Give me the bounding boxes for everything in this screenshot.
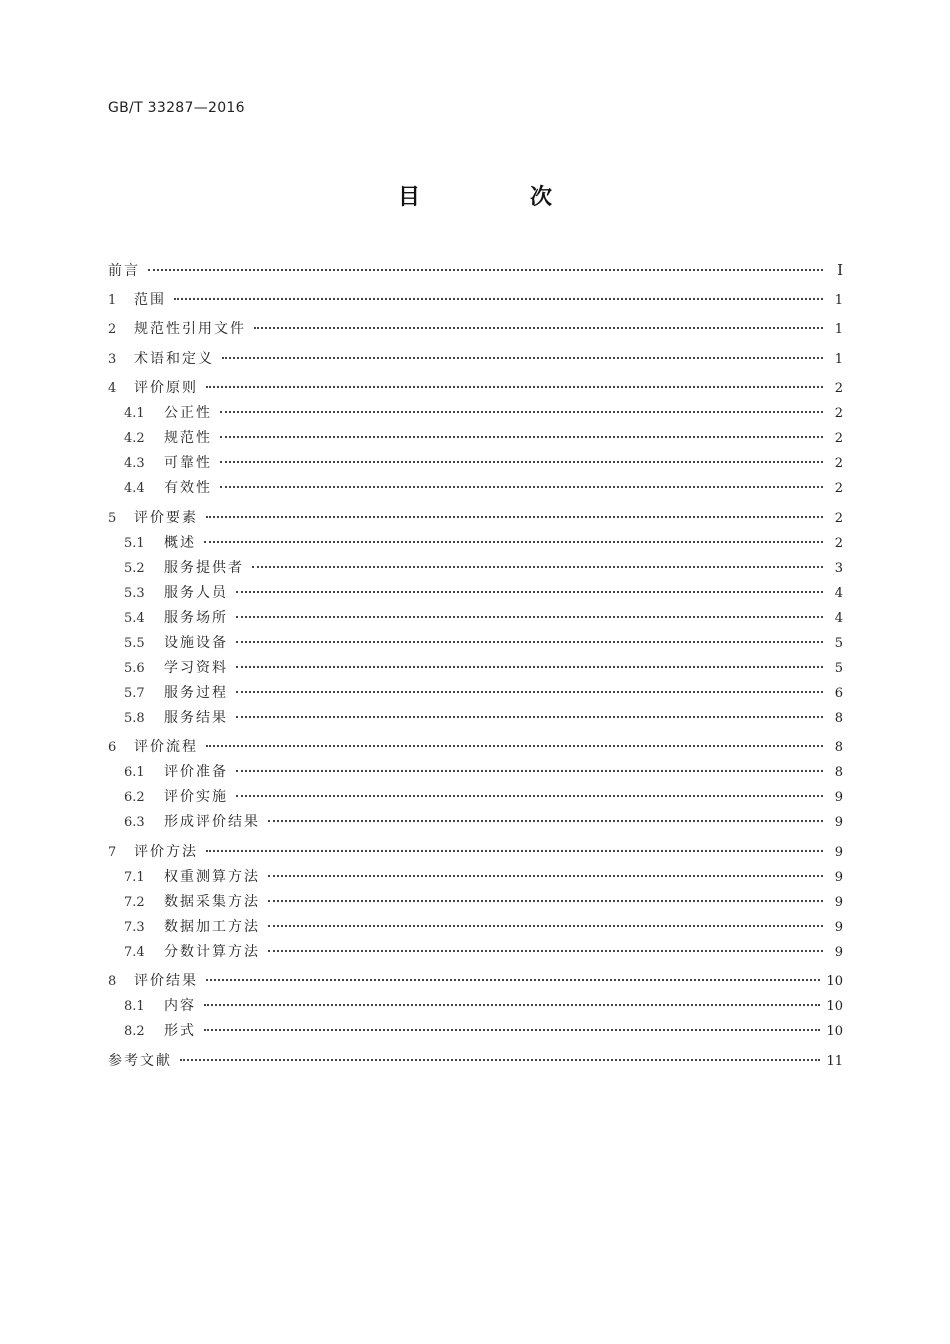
toc-entry-title: 权重测算方法 (164, 868, 260, 885)
toc-entry-title: 公正性 (164, 405, 212, 421)
toc-leader-dots (220, 436, 823, 438)
toc-entry-page: 2 (834, 481, 843, 496)
toc-leader-dots (268, 950, 823, 952)
toc-entry[interactable] (108, 451, 843, 476)
toc-entry[interactable] (108, 317, 843, 342)
toc-leader-dots (148, 269, 823, 271)
toc-entry[interactable] (108, 890, 843, 915)
toc-entry-number: 5.5 (124, 635, 145, 651)
toc-entry-title: 评价原则 (134, 380, 198, 396)
toc-entry-title: 范围 (134, 291, 166, 308)
toc-entry-number: 7.2 (124, 894, 145, 910)
toc-entry[interactable] (108, 606, 843, 631)
toc-entry[interactable] (108, 556, 843, 581)
toc-leader-dots (204, 1004, 820, 1006)
toc-entry[interactable] (108, 531, 843, 556)
toc-entry-page: 10 (826, 999, 843, 1014)
toc-entry-page: 3 (834, 560, 843, 576)
toc-entry-page: Ⅰ (837, 261, 843, 279)
toc-entry-page: 2 (834, 456, 843, 471)
toc-entry-page: 8 (834, 765, 843, 780)
toc-leader-dots (268, 925, 823, 927)
toc-entry[interactable] (108, 940, 843, 965)
toc-entry-number: 5.1 (124, 535, 145, 551)
toc-entry-title: 评价要素 (134, 509, 198, 526)
toc-entry[interactable] (108, 865, 843, 890)
toc-entry-title: 服务场所 (164, 609, 228, 626)
toc-entry-page: 4 (834, 585, 843, 601)
toc-entry-number: 6.1 (124, 765, 145, 780)
toc-entry-number: 6.2 (124, 790, 145, 805)
toc-entry-title: 服务过程 (164, 684, 228, 701)
toc-leader-dots (236, 770, 823, 772)
toc-leader-dots (204, 541, 823, 543)
toc-entry-page: 9 (834, 919, 843, 935)
toc-entry-page: 9 (834, 844, 843, 860)
toc-entry[interactable] (108, 376, 843, 401)
toc-entry-title: 评价方法 (134, 843, 198, 860)
toc-entry-page: 2 (834, 510, 843, 526)
toc-entry-page: 9 (834, 790, 843, 805)
toc-entry-page: 4 (834, 610, 843, 626)
toc-entry[interactable] (108, 288, 843, 313)
toc-entry[interactable] (108, 476, 843, 501)
toc-entry-number: 5.8 (124, 710, 145, 726)
toc-entry-page: 2 (834, 406, 843, 421)
toc-entry-title: 术语和定义 (134, 350, 214, 367)
table-of-contents (108, 258, 843, 1074)
toc-entry-title: 服务提供者 (164, 559, 244, 576)
toc-entry-title: 概述 (164, 534, 196, 551)
toc-entry-number: 6 (108, 740, 117, 755)
toc-entry-page: 8 (834, 710, 843, 726)
toc-entry-number: 8.1 (124, 999, 145, 1014)
toc-entry-title: 数据加工方法 (164, 918, 260, 935)
toc-entry[interactable] (108, 401, 843, 426)
toc-entry-page: 5 (834, 635, 843, 651)
toc-entry-page: 9 (834, 869, 843, 885)
toc-entry-number: 5.3 (124, 585, 145, 601)
toc-entry-number: 4.4 (124, 481, 145, 496)
toc-entry-number: 7.3 (124, 919, 145, 935)
toc-entry-number: 6.3 (124, 815, 145, 830)
toc-entry-number: 8.2 (124, 1024, 145, 1039)
toc-entry[interactable] (108, 706, 843, 731)
toc-leader-dots (236, 666, 823, 668)
toc-entry-number: 8 (108, 974, 117, 989)
toc-entry-number: 5 (108, 510, 117, 526)
toc-entry-title: 有效性 (164, 480, 212, 496)
toc-entry-title: 形成评价结果 (164, 814, 260, 830)
toc-entry-page: 9 (834, 894, 843, 910)
toc-entry-title: 内容 (164, 998, 196, 1014)
toc-leader-dots (222, 357, 823, 359)
toc-entry-page: 11 (826, 1053, 843, 1069)
toc-leader-dots (236, 795, 823, 797)
toc-entry-title: 服务人员 (164, 584, 228, 601)
toc-leader-dots (236, 591, 823, 593)
toc-entry-number: 1 (108, 292, 117, 308)
toc-leader-dots (254, 327, 823, 329)
toc-entry-page: 1 (834, 351, 843, 367)
toc-leader-dots (236, 716, 823, 718)
toc-entry-number: 5.7 (124, 685, 145, 701)
toc-leader-dots (206, 979, 820, 981)
toc-leader-dots (236, 616, 823, 618)
toc-entry-number: 5.2 (124, 560, 145, 576)
toc-leader-dots (206, 850, 823, 852)
toc-entry-title: 学习资料 (164, 659, 228, 676)
toc-entry-page: 5 (834, 660, 843, 676)
toc-entry-title: 规范性引用文件 (134, 321, 246, 337)
toc-leader-dots (206, 745, 823, 747)
toc-entry[interactable] (108, 735, 843, 760)
toc-entry-page: 1 (834, 322, 843, 337)
toc-entry[interactable] (108, 681, 843, 706)
toc-entry-page: 10 (826, 974, 843, 989)
toc-entry-number: 7.4 (124, 944, 145, 960)
toc-leader-dots (252, 566, 823, 568)
toc-leader-dots (220, 411, 823, 413)
toc-entry-number: 4.2 (124, 431, 145, 446)
toc-leader-dots (206, 516, 823, 518)
toc-entry[interactable] (108, 785, 843, 810)
page-title: 目 次 (397, 185, 596, 210)
toc-entry[interactable] (108, 581, 843, 606)
toc-entry-page: 2 (834, 535, 843, 551)
toc-entry[interactable] (108, 915, 843, 940)
toc-entry-title: 可靠性 (164, 455, 212, 471)
toc-entry-number: 5.4 (124, 610, 145, 626)
toc-entry-title: 服务结果 (164, 709, 228, 726)
toc-entry-title: 形式 (164, 1023, 196, 1039)
toc-leader-dots (204, 1029, 820, 1031)
toc-entry-title: 评价实施 (164, 789, 228, 805)
toc-entry-title: 评价准备 (164, 764, 228, 780)
toc-entry[interactable] (108, 1019, 843, 1044)
toc-entry-title: 分数计算方法 (164, 943, 260, 960)
toc-entry-page: 6 (834, 685, 843, 701)
toc-entry-page: 9 (834, 944, 843, 960)
toc-entry[interactable] (108, 840, 843, 865)
toc-entry-title: 评价结果 (134, 973, 198, 989)
toc-entry[interactable] (108, 347, 843, 372)
toc-entry[interactable] (108, 810, 843, 835)
toc-entry[interactable] (108, 969, 843, 994)
toc-entry-title: 设施设备 (164, 634, 228, 651)
toc-leader-dots (236, 641, 823, 643)
toc-entry-number: 3 (108, 351, 117, 367)
toc-entry[interactable] (108, 631, 843, 656)
toc-entry-number: 4.1 (124, 406, 145, 421)
toc-leader-dots (180, 1059, 820, 1061)
toc-entry-page: 8 (834, 740, 843, 755)
toc-entry-number: 2 (108, 322, 117, 337)
toc-entry-title: 前言 (108, 263, 140, 279)
standard-code: GB/T 33287—2016 (108, 100, 245, 116)
toc-entry[interactable] (108, 760, 843, 785)
toc-entry-title: 规范性 (164, 430, 212, 446)
toc-leader-dots (220, 486, 823, 488)
toc-entry-title: 参考文献 (108, 1052, 172, 1069)
toc-leader-dots (268, 875, 823, 877)
toc-leader-dots (268, 900, 823, 902)
toc-entry-title: 数据采集方法 (164, 893, 260, 910)
toc-leader-dots (206, 386, 823, 388)
toc-leader-dots (220, 461, 823, 463)
toc-entry-number: 4.3 (124, 456, 145, 471)
toc-entry[interactable] (108, 426, 843, 451)
toc-entry-page: 2 (834, 381, 843, 396)
toc-entry-page: 9 (834, 815, 843, 830)
toc-entry[interactable] (108, 258, 843, 283)
toc-entry[interactable] (108, 994, 843, 1019)
toc-leader-dots (174, 298, 823, 300)
toc-leader-dots (236, 691, 823, 693)
toc-leader-dots (268, 820, 823, 822)
toc-entry-title: 评价流程 (134, 739, 198, 755)
toc-entry-page: 2 (834, 431, 843, 446)
toc-entry-page: 10 (826, 1024, 843, 1039)
toc-entry[interactable] (108, 1049, 843, 1074)
toc-entry[interactable] (108, 506, 843, 531)
toc-entry-number: 7.1 (124, 869, 145, 885)
toc-entry-number: 5.6 (124, 660, 145, 676)
toc-entry-number: 4 (108, 381, 117, 396)
toc-entry[interactable] (108, 656, 843, 681)
toc-entry-page: 1 (834, 292, 843, 308)
toc-entry-number: 7 (108, 844, 117, 860)
